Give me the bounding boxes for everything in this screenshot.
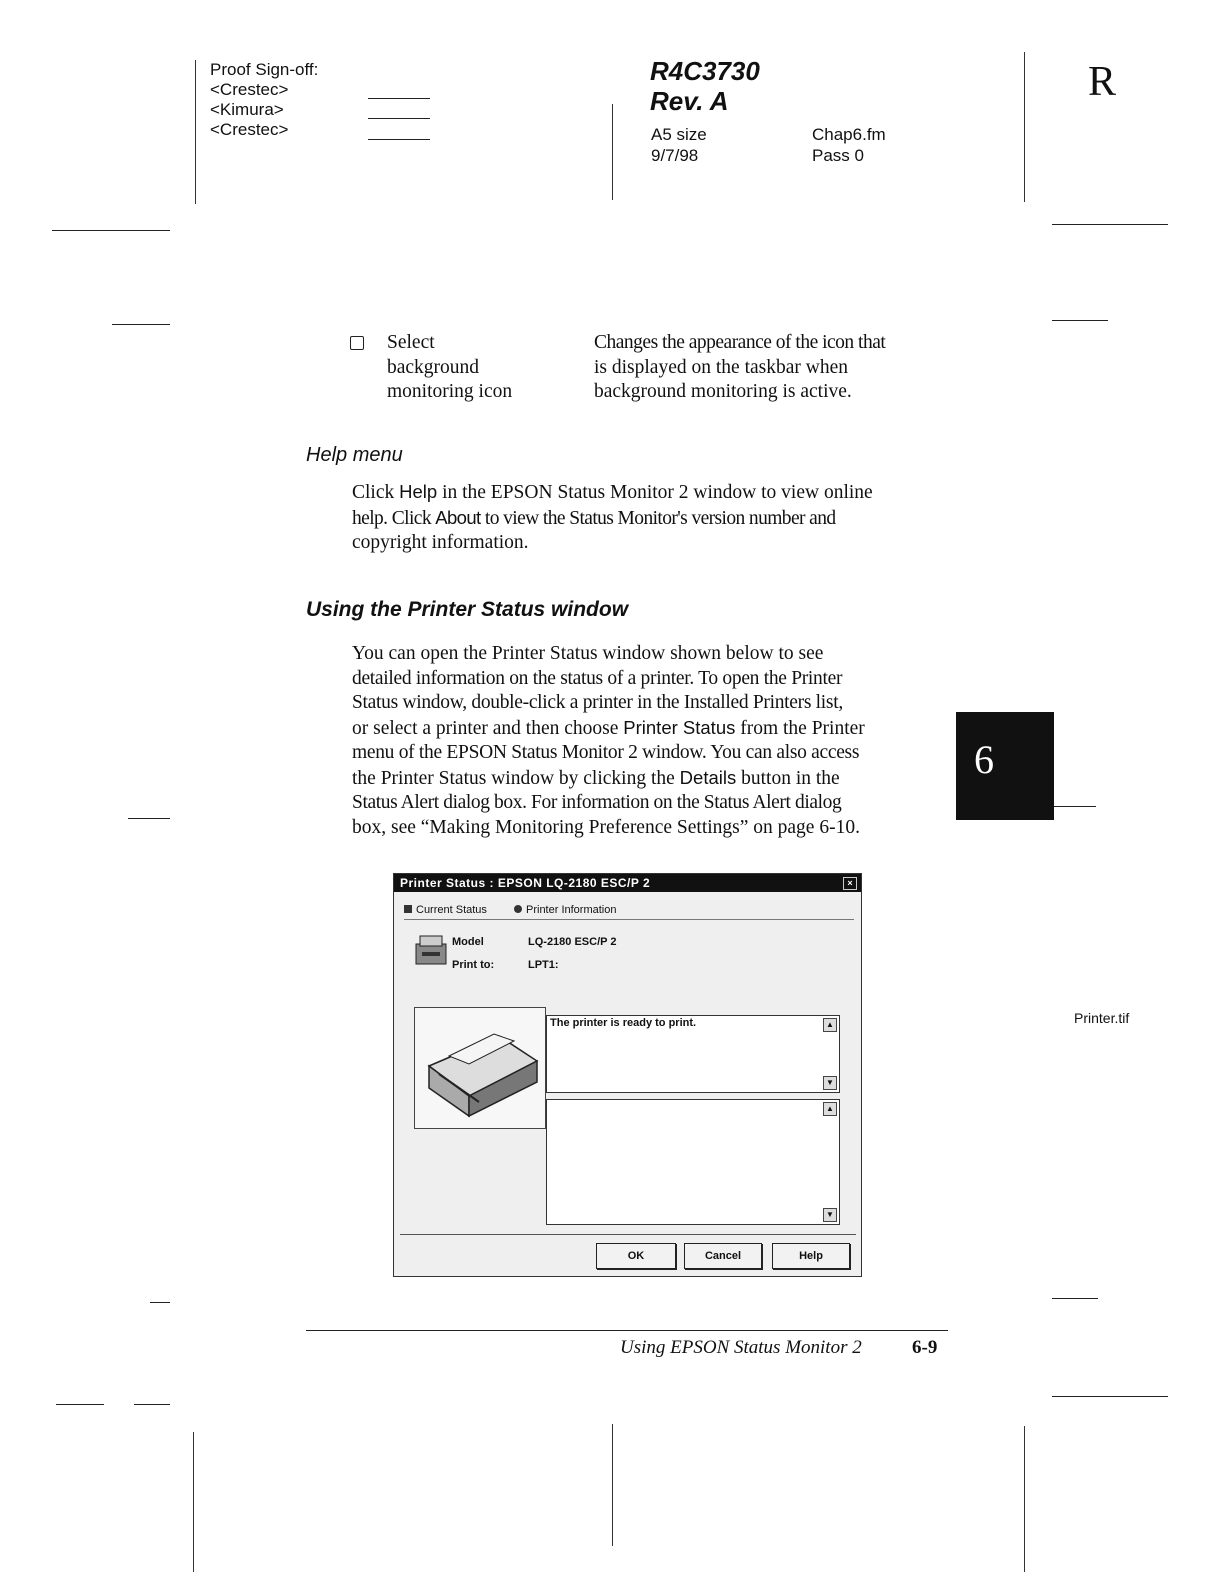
print-date: 9/7/98 (651, 146, 699, 165)
crop-mark (612, 1424, 613, 1546)
status-message-box[interactable] (546, 1015, 840, 1093)
ok-button[interactable]: OK (596, 1243, 676, 1269)
tab-divider (404, 919, 854, 920)
status-line: box, see “Making Monitoring Preference Settings” on page 6-10. (352, 816, 860, 838)
revision: Rev. A (650, 86, 729, 116)
status-line: menu of the EPSON Status Monitor 2 window. You can also access (352, 742, 860, 763)
text-run: from the Printer (735, 717, 865, 739)
crop-mark (112, 324, 170, 325)
text-run: the Printer Status window by clicking the (352, 767, 680, 789)
item-description (594, 331, 954, 405)
status-line (352, 716, 952, 742)
cancel-button[interactable]: Cancel (684, 1243, 762, 1269)
ui-term: Details (679, 766, 737, 788)
detail-box[interactable] (546, 1099, 840, 1225)
tab-label: Current Status (416, 904, 487, 916)
proof-line: <Crestec> (210, 120, 289, 139)
proof-signoff (210, 60, 318, 140)
chapter-number: 6 (974, 737, 994, 782)
text-run: or select a printer and then choose (352, 717, 624, 739)
document-code (650, 56, 760, 116)
page-size: A5 size (651, 125, 707, 144)
item-term-line: monitoring icon (387, 381, 513, 402)
status-line: detailed information on the status of a printer. To open the Printer (352, 667, 843, 689)
scroll-down-icon[interactable]: ▼ (823, 1208, 837, 1222)
port-label: Print to: (452, 959, 495, 971)
crop-mark (1052, 320, 1108, 321)
model-label: Model (452, 936, 484, 948)
close-icon[interactable]: × (843, 877, 857, 890)
printer-image-panel (414, 1007, 546, 1129)
crop-mark (1024, 1426, 1025, 1572)
status-line: Status Alert dialog box. For information on the Status Alert dialog (352, 792, 842, 813)
scroll-up-icon[interactable]: ▲ (823, 1018, 837, 1032)
dialog-titlebar (394, 874, 861, 892)
info-icon (514, 905, 522, 913)
corner-mark: R (1088, 59, 1117, 105)
dialog-title: Printer Status : EPSON LQ-2180 ESC/P 2 (400, 876, 651, 890)
pass-number: Pass 0 (812, 146, 864, 165)
help-line: copyright information. (352, 532, 529, 553)
model-value: LQ-2180 ESC/P 2 (528, 936, 617, 948)
crop-mark (193, 1432, 194, 1572)
item-term-line: background (387, 356, 480, 378)
status-line: You can open the Printer Status window shown below to see (352, 643, 824, 664)
signature-line (368, 139, 430, 140)
proof-title: Proof Sign-off: (210, 60, 319, 79)
tab-current-status[interactable] (404, 904, 487, 916)
help-button[interactable]: Help (772, 1243, 850, 1269)
button-divider (400, 1234, 856, 1235)
ui-term: Help (399, 481, 438, 502)
crop-mark (56, 1404, 104, 1405)
page-number: 6-9 (912, 1337, 938, 1358)
signature-line (368, 98, 430, 99)
crop-mark (134, 1404, 170, 1405)
scroll-down-icon[interactable]: ▼ (823, 1076, 837, 1090)
text-run: to view the Status Monitor's version number and (480, 507, 836, 529)
ui-term: Printer Status (623, 716, 736, 738)
footer-title: Using EPSON Status Monitor 2 (620, 1337, 862, 1358)
item-desc-line: background monitoring is active. (594, 381, 852, 402)
help-line (352, 480, 952, 506)
crop-mark (1052, 1396, 1168, 1397)
item-desc-line: Changes the appearance of the icon that (594, 332, 886, 353)
section-heading: Using the Printer Status window (306, 598, 629, 621)
port-value: LPT1: (528, 959, 559, 971)
status-line: Status window, double-click a printer in the Installed Printers list, (352, 692, 843, 713)
chapter-tab (956, 712, 1054, 820)
tab-printer-information[interactable] (514, 904, 616, 916)
help-menu-heading: Help menu (306, 444, 403, 466)
help-paragraph (352, 480, 952, 556)
scroll-up-icon[interactable]: ▲ (823, 1102, 837, 1116)
crop-mark (150, 1302, 170, 1303)
crop-mark (1024, 52, 1025, 202)
printer-status-dialog (393, 873, 862, 1277)
file-name: Chap6.fm (812, 125, 886, 144)
crop-mark (128, 818, 170, 819)
printer-illustration-icon (419, 1016, 541, 1120)
tab-label: Printer Information (526, 904, 617, 916)
status-line (352, 766, 952, 792)
figure-file-label: Printer.tif (1074, 1010, 1130, 1026)
proof-line: <Crestec> (210, 80, 289, 99)
signature-line (368, 118, 430, 119)
ui-term: About (435, 506, 481, 528)
status-message: The printer is ready to print. (550, 1017, 697, 1029)
text-run: help. Click (352, 507, 436, 529)
footer-rule (306, 1330, 948, 1331)
part-number: R4C3730 (650, 56, 760, 86)
text-run: in the EPSON Status Monitor 2 window to view online (437, 482, 873, 503)
text-run: Click (352, 482, 400, 503)
help-line (352, 506, 952, 532)
status-paragraph (352, 642, 952, 840)
text-run: button in the (736, 767, 840, 789)
crop-mark (1052, 806, 1096, 807)
crop-mark (52, 230, 170, 231)
status-icon (404, 905, 412, 913)
crop-mark (1052, 224, 1168, 225)
bullet-box-icon (350, 336, 364, 350)
crop-mark (612, 104, 613, 200)
item-desc-line: is displayed on the taskbar when (594, 356, 848, 378)
item-term (387, 331, 512, 405)
crop-mark (1052, 1298, 1098, 1299)
crop-mark (195, 60, 196, 204)
printer-small-icon (412, 930, 454, 970)
item-term-line: Select (387, 332, 435, 353)
proof-line: <Kimura> (210, 100, 284, 119)
